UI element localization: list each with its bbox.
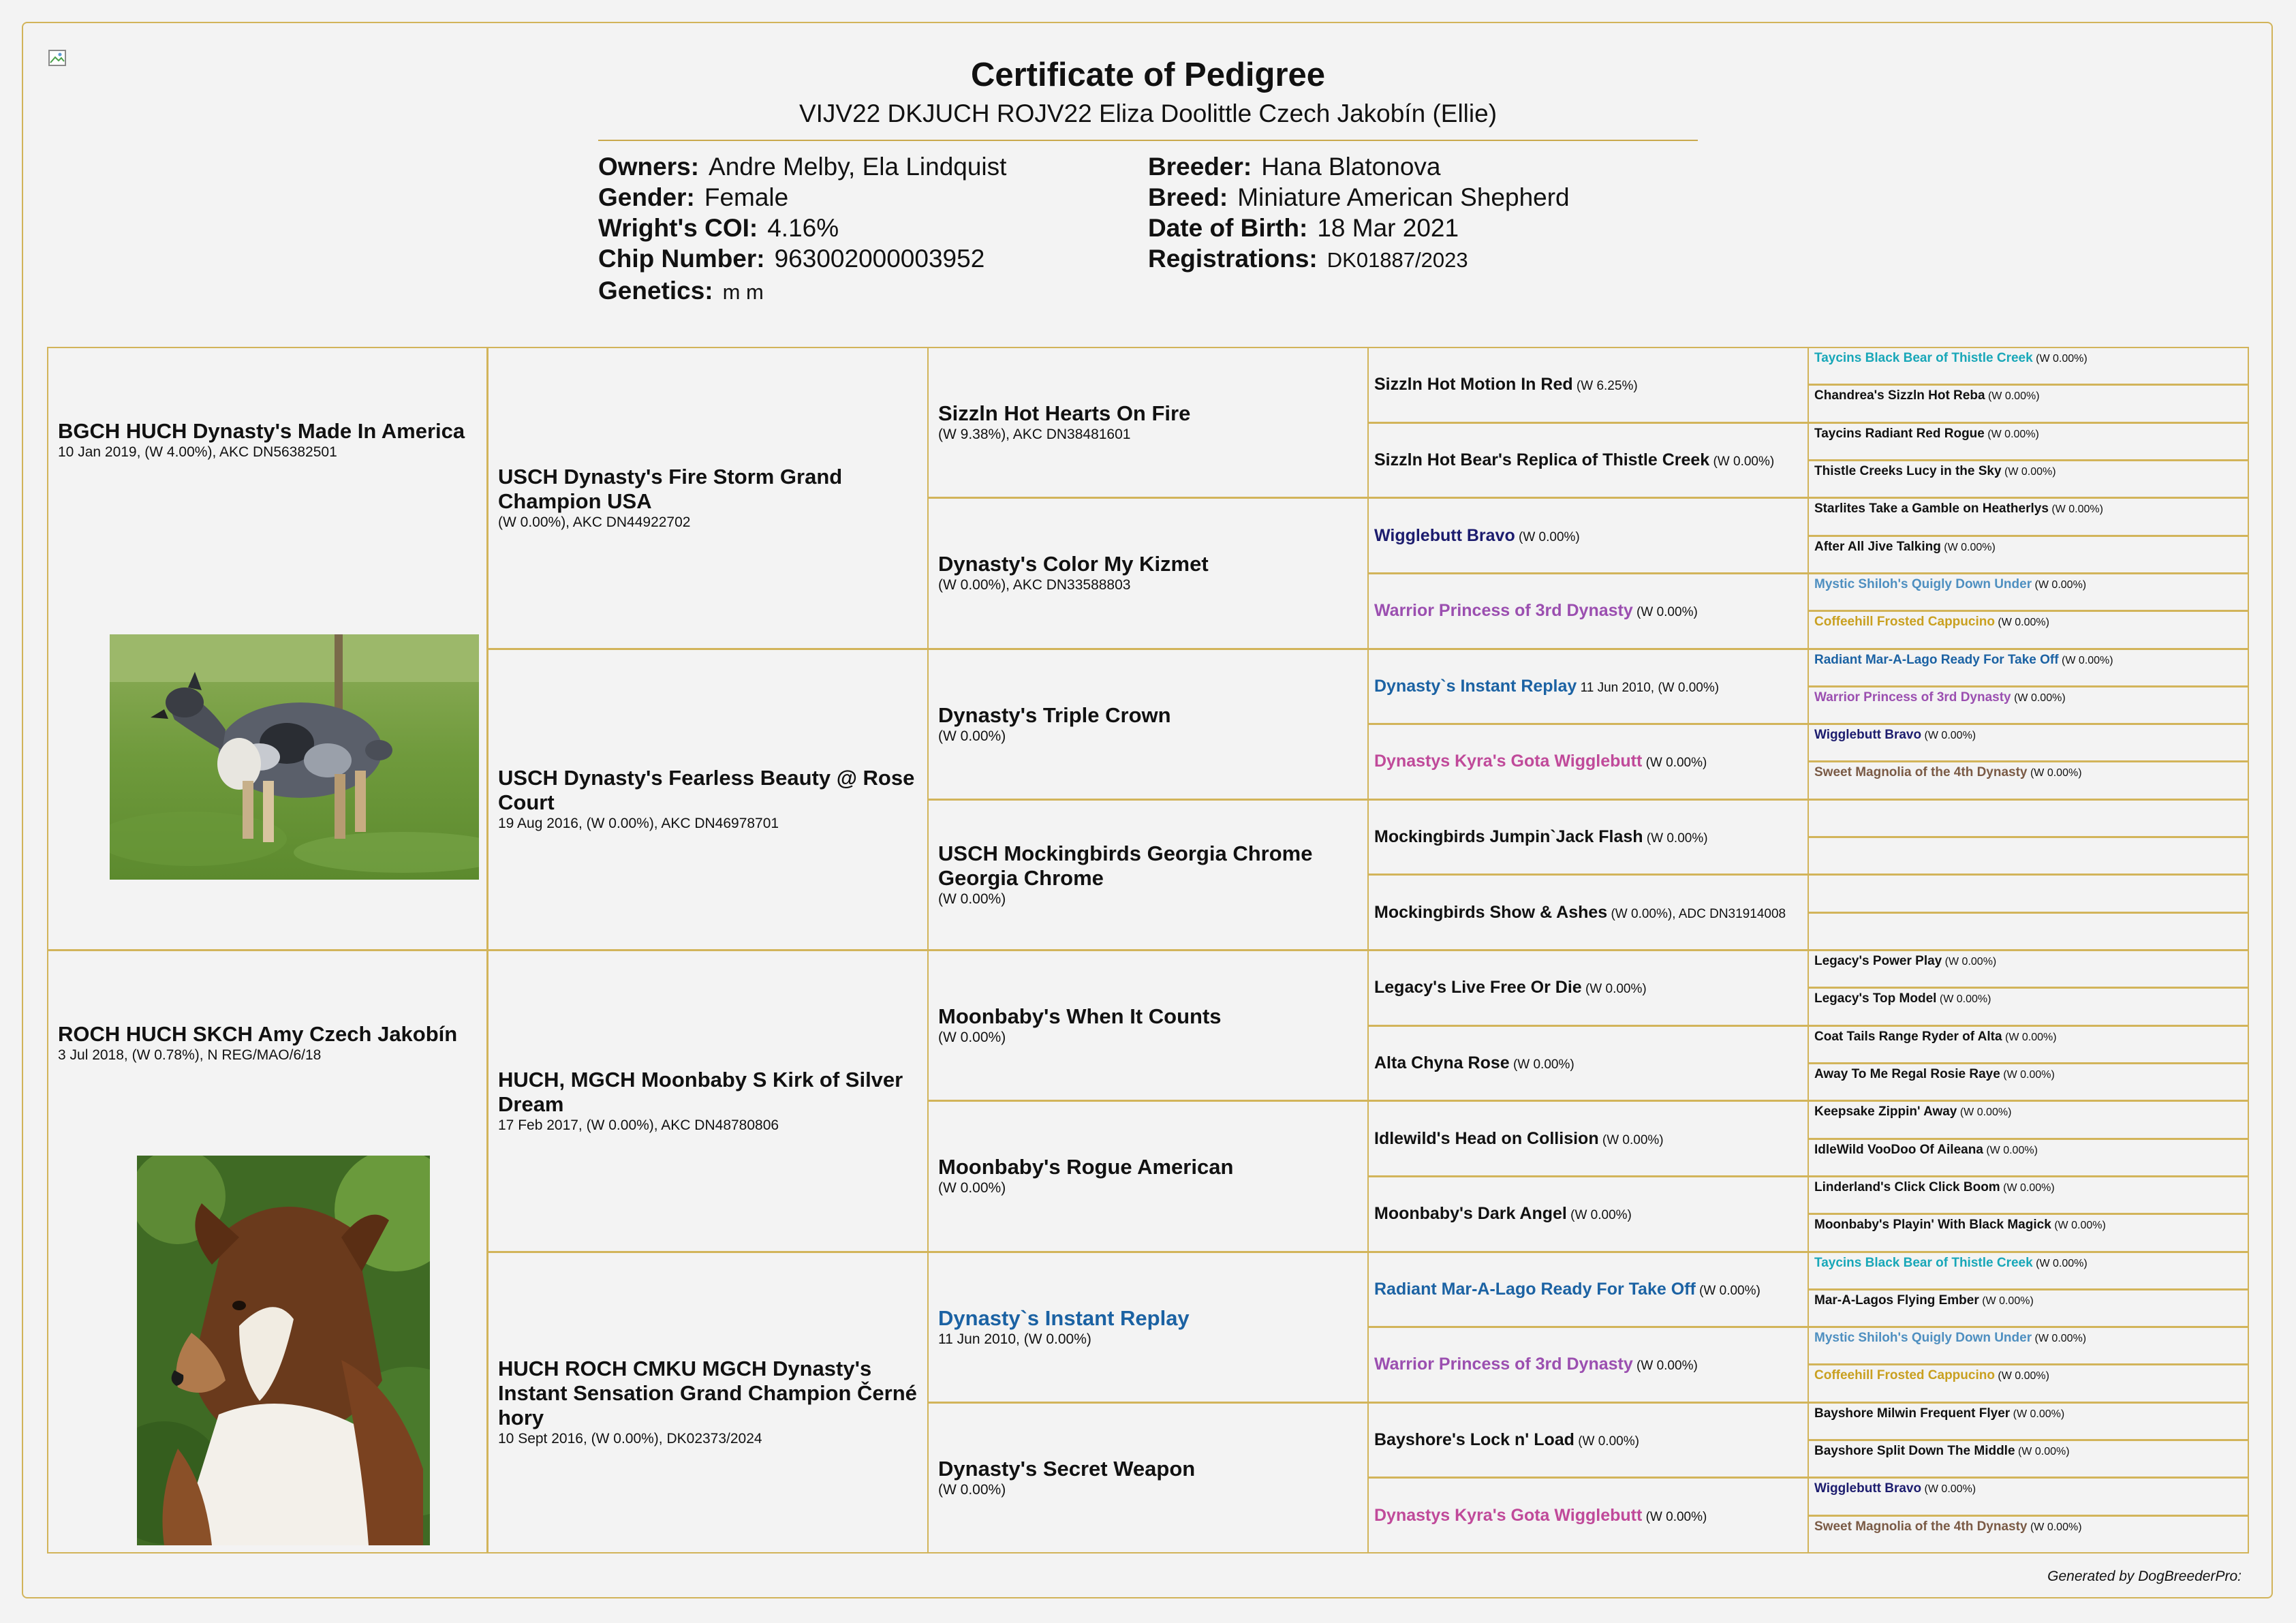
info-value: Female xyxy=(704,183,789,211)
pedigree-entry xyxy=(1374,827,1708,847)
ancestor-name[interactable]: ROCH HUCH SKCH Amy Czech Jakobín xyxy=(58,1022,458,1046)
info-value: 18 Mar 2021 xyxy=(1317,214,1459,242)
info-value: 4.16% xyxy=(767,214,839,242)
pedigree-entry xyxy=(1814,1293,2034,1308)
gen5-cell xyxy=(1808,912,2249,950)
pedigree-entry xyxy=(1814,690,2066,705)
ancestor-name[interactable]: Sizzln Hot Bear's Replica of Thistle Creek xyxy=(1374,450,1710,469)
ancestor-name[interactable]: Dynasty's Color My Kizmet xyxy=(938,552,1209,576)
ancestor-name[interactable]: Legacy's Top Model xyxy=(1814,991,1937,1006)
info-row xyxy=(598,213,1006,243)
ancestor-details: 11 Jun 2010, (W 0.00%) xyxy=(1577,680,1720,695)
gen4-cell xyxy=(1367,874,1809,950)
gen4-cell xyxy=(1367,1477,1809,1554)
pedigree-entry xyxy=(1814,427,2039,442)
info-label: Breed: xyxy=(1148,183,1228,211)
ancestor-name[interactable]: Coat Tails Range Ryder of Alta xyxy=(1814,1029,2002,1044)
gen5-cell xyxy=(1808,1402,2249,1440)
pedigree-entry xyxy=(1814,501,2103,516)
pedigree-entry xyxy=(1374,1430,1639,1450)
info-row xyxy=(598,182,1006,213)
ancestor-name[interactable]: Thistle Creeks Lucy in the Sky xyxy=(1814,463,2002,478)
ancestor-details: (W 0.00%) xyxy=(938,1180,1006,1196)
gen4-cell xyxy=(1367,422,1809,499)
pedigree-entry xyxy=(1814,540,1996,555)
pedigree-entry xyxy=(1814,1481,1976,1496)
ancestor-details: (W 6.25%) xyxy=(1572,379,1638,394)
gen5-cell xyxy=(1808,1440,2249,1478)
ancestor-details: (W 0.00%) xyxy=(1574,1434,1639,1449)
ancestor-details: 11 Jun 2010, (W 0.00%) xyxy=(938,1331,1091,1347)
pedigree-entry xyxy=(1814,954,1996,969)
pedigree-entry xyxy=(1814,1331,2086,1346)
ancestor-name[interactable]: Warrior Princess of 3rd Dynasty xyxy=(1374,1355,1633,1374)
ancestor-details: (W 0.00%) xyxy=(2000,1181,2055,1194)
ancestor-details: (W 0.00%) xyxy=(938,1030,1006,1046)
ancestor-details: (W 0.00%) xyxy=(1515,529,1580,544)
pedigree-entry xyxy=(1814,351,2088,366)
pedigree-entry xyxy=(1374,450,1774,470)
ancestor-name[interactable]: Dynasty`s Instant Replay xyxy=(938,1305,1190,1330)
gen5-cell xyxy=(1808,987,2249,1025)
pedigree-entry xyxy=(1814,653,2113,668)
gen5-cell xyxy=(1808,347,2249,385)
pedigree-entry xyxy=(1814,1406,2064,1421)
pedigree-entry xyxy=(1814,1067,2055,1082)
ancestor-name[interactable]: Coffeehill Frosted Cappucino xyxy=(1814,615,1995,630)
ancestor-name[interactable]: Mystic Shiloh's Quigly Down Under xyxy=(1814,1331,2032,1346)
gen5-cell xyxy=(1808,610,2249,649)
gen4-cell xyxy=(1367,950,1809,1026)
ancestor-name[interactable]: Sizzln Hot Hearts On Fire xyxy=(938,401,1191,426)
info-label: Date of Birth: xyxy=(1148,214,1308,242)
info-row xyxy=(1148,151,1570,182)
gen5-cell xyxy=(1808,1252,2249,1290)
gen5-cell xyxy=(1808,1515,2249,1554)
pedigree-table xyxy=(48,347,2248,1554)
ancestor-details: (W 0.00%), ADC DN31914008 xyxy=(1607,906,1786,921)
ancestor-details: (W 0.00%) xyxy=(1979,1295,2034,1307)
ancestor-details: (W 0.00%) xyxy=(2051,1220,2106,1232)
ancestor-name[interactable]: Dynasty's Secret Weapon xyxy=(938,1456,1196,1481)
gen4-cell xyxy=(1367,1176,1809,1252)
gen4-cell xyxy=(1367,724,1809,800)
gen5-cell xyxy=(1808,1139,2249,1177)
ancestor-name[interactable]: Dynasty's Triple Crown xyxy=(938,702,1171,727)
gen3-cell xyxy=(927,649,1369,800)
gen5-cell xyxy=(1808,497,2249,536)
ancestor-name[interactable]: Chandrea's Sizzln Hot Reba xyxy=(1814,388,1985,403)
ancestor-name[interactable]: Keepsake Zippin' Away xyxy=(1814,1104,1957,1119)
gen2-cell xyxy=(487,347,929,649)
ancestor-details: (W 0.00%) xyxy=(2058,654,2113,666)
ancestor-details: (W 9.38%), AKC DN38481601 xyxy=(938,427,1131,443)
pedigree-entry xyxy=(1374,601,1698,621)
sire-photo xyxy=(110,634,479,880)
pedigree-entry xyxy=(1374,903,1786,923)
pedigree-entry xyxy=(1374,1129,1664,1149)
pedigree-entry xyxy=(1814,1104,2011,1119)
info-value: m m xyxy=(722,280,764,304)
ancestor-name[interactable]: Taycins Black Bear of Thistle Creek xyxy=(1814,1255,2033,1270)
gen5-cell xyxy=(1808,874,2249,912)
ancestor-name[interactable]: Radiant Mar-A-Lago Ready For Take Off xyxy=(1374,1279,1696,1299)
ancestor-details: (W 0.00%) xyxy=(1642,1509,1707,1524)
info-label: Registrations: xyxy=(1148,245,1318,273)
gen4-cell xyxy=(1367,1252,1809,1328)
info-label: Owners: xyxy=(598,153,700,181)
dam-photo xyxy=(137,1156,430,1545)
pedigree-entry xyxy=(1814,765,2082,780)
ancestor-details: (W 0.00%) xyxy=(2032,1257,2088,1269)
ancestor-details: (W 0.00%) xyxy=(1598,1132,1664,1147)
gen5-cell xyxy=(1808,1063,2249,1101)
ancestor-details: (W 0.00%) xyxy=(2001,465,2056,478)
ancestor-name[interactable]: Bayshore Milwin Frequent Flyer xyxy=(1814,1406,2011,1421)
gen4-cell xyxy=(1367,573,1809,649)
ancestor-name[interactable]: Linderland's Click Click Boom xyxy=(1814,1179,2000,1194)
pedigree-entry xyxy=(1814,728,1976,743)
gen4-cell xyxy=(1367,1402,1809,1479)
info-value: DK01887/2023 xyxy=(1327,248,1468,272)
ancestor-details: 17 Feb 2017, (W 0.00%), AKC DN48780806 xyxy=(498,1117,779,1133)
info-value: Andre Melby, Ela Lindquist xyxy=(709,153,1007,181)
ancestor-details: (W 0.00%) xyxy=(1936,993,1991,1006)
ancestor-name[interactable]: Moonbaby's When It Counts xyxy=(938,1004,1222,1029)
info-label: Breeder: xyxy=(1148,153,1252,181)
ancestor-name[interactable]: HUCH, MGCH Moonbaby S Kirk of Silver Dream xyxy=(498,1067,903,1116)
ancestor-details: (W 0.00%) xyxy=(1566,1208,1632,1223)
info-label: Wright's COI: xyxy=(598,214,758,242)
pedigree-entry xyxy=(1814,388,2040,403)
pedigree-entry xyxy=(1814,991,1991,1006)
gen4-cell xyxy=(1367,1100,1809,1177)
gen5-cell xyxy=(1808,536,2249,574)
ancestor-name[interactable]: Dynastys Kyra's Gota Wigglebutt xyxy=(1374,752,1643,771)
gen4-cell xyxy=(1367,1327,1809,1403)
pedigree-entry xyxy=(1814,577,2086,592)
gen5-cell xyxy=(1808,1100,2249,1139)
gen5-cell xyxy=(1808,573,2249,611)
pedigree-entry xyxy=(1814,1256,2088,1271)
gen5-cell xyxy=(1808,686,2249,724)
info-row xyxy=(1148,243,1570,274)
ancestor-name[interactable]: Moonbaby's Playin' With Black Magick xyxy=(1814,1218,2051,1233)
gen2-cell xyxy=(487,950,929,1252)
gen5-cell xyxy=(1808,649,2249,687)
ancestor-details: (W 0.00%) xyxy=(1632,605,1698,620)
pedigree-entry xyxy=(1814,1444,2070,1459)
ancestor-name[interactable]: BGCH HUCH Dynasty's Made In America xyxy=(58,419,465,443)
ancestor-name[interactable]: Sizzln Hot Motion In Red xyxy=(1374,375,1573,395)
ancestor-details: (W 0.00%) xyxy=(1942,956,1997,968)
ancestor-details: (W 0.00%) xyxy=(2015,1446,2070,1458)
info-row xyxy=(598,151,1006,182)
ancestor-name[interactable]: Idlewild's Head on Collision xyxy=(1374,1128,1599,1148)
gen5-cell xyxy=(1808,460,2249,498)
gen5-cell xyxy=(1808,799,2249,837)
gen3-cell xyxy=(927,1100,1369,1252)
ancestor-details: (W 0.00%) xyxy=(938,728,1006,744)
ancestor-name[interactable]: Sweet Magnolia of the 4th Dynasty xyxy=(1814,1519,2028,1534)
ancestor-details: (W 0.00%) xyxy=(2002,1031,2057,1043)
ancestor-details: (W 0.00%) xyxy=(2027,1521,2082,1533)
ancestor-details: (W 0.00%) xyxy=(1709,454,1775,469)
ancestor-details: (W 0.00%) xyxy=(1984,428,2039,440)
gen5-cell xyxy=(1808,1025,2249,1064)
info-value: Hana Blatonova xyxy=(1261,153,1441,181)
pedigree-entry xyxy=(1814,1030,2057,1045)
ancestor-details: (W 0.00%) xyxy=(1632,1359,1698,1374)
ancestor-name[interactable]: Legacy's Power Play xyxy=(1814,954,1942,968)
pedigree-entry xyxy=(1374,1355,1698,1374)
ancestor-details: (W 0.00%) xyxy=(1695,1283,1760,1298)
ancestor-name[interactable]: USCH Dynasty's Fire Storm Grand Champion USA xyxy=(498,464,843,513)
pedigree-entry xyxy=(1814,1519,2082,1534)
ancestor-name[interactable]: Bayshore's Lock n' Load xyxy=(1374,1430,1574,1450)
gen5-cell xyxy=(1808,1364,2249,1402)
ancestor-name[interactable]: Taycins Radiant Red Rogue xyxy=(1814,426,1985,441)
pedigree-entry xyxy=(1814,615,2049,630)
title-divider xyxy=(598,140,1698,141)
ancestor-name[interactable]: USCH Mockingbirds Georgia Chrome Georgia Chrome xyxy=(938,841,1313,890)
ancestor-details: 3 Jul 2018, (W 0.78%), N REG/MAO/6/18 xyxy=(58,1047,322,1063)
info-label: Gender: xyxy=(598,183,695,211)
ancestor-name[interactable]: Alta Chyna Rose xyxy=(1374,1053,1510,1072)
ancestor-details: (W 0.00%) xyxy=(1642,756,1707,771)
ancestor-details: (W 0.00%) xyxy=(2032,353,2088,365)
pedigree-entry xyxy=(1374,1506,1707,1526)
info-label: Genetics: xyxy=(598,277,713,305)
ancestor-name[interactable]: Sweet Magnolia of the 4th Dynasty xyxy=(1814,765,2028,780)
ancestor-details: (W 0.00%) xyxy=(1994,1370,2049,1382)
ancestor-details: (W 0.00%) xyxy=(2032,1333,2087,1345)
ancestor-details: (W 0.00%) xyxy=(1957,1107,2012,1119)
ancestor-details: (W 0.00%) xyxy=(2032,578,2087,591)
ancestor-name[interactable]: Wigglebutt Bravo xyxy=(1374,525,1515,545)
ancestor-details: 10 Jan 2019, (W 4.00%), AKC DN56382501 xyxy=(58,444,337,460)
ancestor-details: (W 0.00%) xyxy=(1509,1057,1574,1072)
ancestor-name[interactable]: Moonbaby's Rogue American xyxy=(938,1155,1234,1179)
info-left-column xyxy=(598,151,1006,306)
ancestor-name[interactable]: Moonbaby's Dark Angel xyxy=(1374,1204,1567,1224)
ancestor-details: (W 0.00%) xyxy=(1921,1483,1976,1496)
ancestor-details: (W 0.00%) xyxy=(2048,504,2103,516)
pedigree-entry xyxy=(1814,1218,2106,1233)
gen4-cell xyxy=(1367,799,1809,876)
info-row xyxy=(598,275,1006,306)
ancestor-name[interactable]: Mar-A-Lagos Flying Ember xyxy=(1814,1293,1979,1308)
gen5-cell xyxy=(1808,1176,2249,1214)
gen3-cell xyxy=(927,799,1369,950)
ancestor-name[interactable]: Wigglebutt Bravo xyxy=(1814,728,1922,743)
ancestor-details: (W 0.00%) xyxy=(1581,982,1647,997)
gen5-cell xyxy=(1808,1289,2249,1327)
gen5-cell xyxy=(1808,422,2249,461)
ancestor-name[interactable]: Mystic Shiloh's Quigly Down Under xyxy=(1814,576,2032,591)
info-row xyxy=(1148,182,1570,213)
gen5-cell xyxy=(1808,384,2249,422)
gen5-cell xyxy=(1808,1214,2249,1252)
ancestor-details: 10 Sept 2016, (W 0.00%), DK02373/2024 xyxy=(498,1431,762,1447)
pedigree-entry xyxy=(1814,464,2056,479)
page-title: Certificate of Pedigree xyxy=(970,57,1326,93)
info-value: Miniature American Shepherd xyxy=(1237,183,1570,211)
ancestor-details: 19 Aug 2016, (W 0.00%), AKC DN46978701 xyxy=(498,816,779,832)
ancestor-name[interactable]: Starlites Take a Gamble on Heatherlys xyxy=(1814,501,2049,516)
gen3-cell xyxy=(927,347,1369,498)
info-label: Chip Number: xyxy=(598,245,765,273)
ancestor-name[interactable]: Coffeehill Frosted Cappucino xyxy=(1814,1368,1995,1383)
gen5-cell xyxy=(1808,837,2249,875)
ancestor-details: (W 0.00%) xyxy=(1985,390,2040,403)
info-right-column xyxy=(1148,151,1570,274)
ancestor-details: (W 0.00%) xyxy=(938,1481,1006,1498)
ancestor-details: (W 0.00%) xyxy=(1921,730,1976,742)
dog-registered-name: VIJV22 DKJUCH ROJV22 Eliza Doolittle Czech Jakobín (Ellie) xyxy=(798,99,1498,127)
gen3-cell xyxy=(927,497,1369,649)
info-row xyxy=(598,243,1006,274)
gen2-cell xyxy=(487,649,929,951)
ancestor-details: (W 0.00%) xyxy=(1983,1144,2038,1156)
pedigree-entry xyxy=(1374,1280,1760,1299)
ancestor-details: (W 0.00%) xyxy=(2010,1408,2065,1420)
ancestor-details: (W 0.00%) xyxy=(1940,541,1996,553)
pedigree-entry xyxy=(1374,978,1647,998)
ancestor-details: (W 0.00%) xyxy=(1643,831,1708,846)
gen5-cell xyxy=(1808,950,2249,988)
pedigree-entry xyxy=(48,419,474,461)
ancestor-name[interactable]: Legacy's Live Free Or Die xyxy=(1374,978,1582,998)
ancestor-name[interactable]: Radiant Mar-A-Lago Ready For Take Off xyxy=(1814,652,2059,667)
info-value: 963002000003952 xyxy=(774,245,985,273)
ancestor-details: (W 0.00%), AKC DN33588803 xyxy=(938,577,1131,593)
ancestor-name[interactable]: Warrior Princess of 3rd Dynasty xyxy=(1814,690,2011,705)
pedigree-entry xyxy=(1814,1180,2055,1195)
pedigree-entry xyxy=(1374,752,1707,771)
ancestor-details: (W 0.00%), AKC DN44922702 xyxy=(498,514,691,530)
ancestor-name[interactable]: USCH Dynasty's Fearless Beauty @ Rose Court xyxy=(498,766,915,815)
pedigree-entry xyxy=(1374,1053,1574,1073)
gen3-cell xyxy=(927,950,1369,1101)
ancestor-name[interactable]: Dynastys Kyra's Gota Wigglebutt xyxy=(1374,1505,1643,1525)
gen5-cell xyxy=(1808,724,2249,762)
gen5-cell xyxy=(1808,761,2249,799)
pedigree-entry xyxy=(1374,677,1719,696)
gen4-cell xyxy=(1367,649,1809,725)
ancestor-details: (W 0.00%) xyxy=(938,891,1006,907)
ancestor-name[interactable]: Taycins Black Bear of Thistle Creek xyxy=(1814,351,2033,365)
ancestor-name[interactable]: Dynasty`s Instant Replay xyxy=(1374,676,1577,696)
ancestor-details: (W 0.00%) xyxy=(2011,692,2066,704)
footer-generated-by: Generated by DogBreederPro: xyxy=(2047,1568,2241,1584)
ancestor-name[interactable]: Warrior Princess of 3rd Dynasty xyxy=(1374,601,1633,621)
pedigree-entry xyxy=(1814,1143,2038,1158)
gen4-cell xyxy=(1367,347,1809,423)
ancestor-name[interactable]: Wigglebutt Bravo xyxy=(1814,1481,1922,1496)
gen2-cell xyxy=(487,1252,929,1554)
pedigree-entry xyxy=(1374,1204,1632,1224)
gen3-cell xyxy=(927,1252,1369,1403)
ancestor-name[interactable]: Bayshore Split Down The Middle xyxy=(1814,1444,2015,1459)
ancestor-name[interactable]: IdleWild VooDoo Of Aileana xyxy=(1814,1142,1983,1157)
ancestor-name[interactable]: Away To Me Regal Rosie Raye xyxy=(1814,1066,2000,1081)
gen5-cell xyxy=(1808,1327,2249,1365)
gen3-cell xyxy=(927,1402,1369,1554)
gen4-cell xyxy=(1367,497,1809,574)
pedigree-entry xyxy=(1374,375,1638,395)
ancestor-name[interactable]: Mockingbirds Jumpin`Jack Flash xyxy=(1374,827,1643,847)
ancestor-details: (W 0.00%) xyxy=(2000,1068,2055,1081)
pedigree-entry xyxy=(48,1022,467,1064)
info-row xyxy=(1148,213,1570,243)
ancestor-details: (W 0.00%) xyxy=(2027,767,2082,779)
ancestor-details: (W 0.00%) xyxy=(1994,617,2049,629)
ancestor-name[interactable]: HUCH ROCH CMKU MGCH Dynasty's Instant Sensation Grand Champion Černé hory xyxy=(498,1357,917,1430)
ancestor-name[interactable]: After All Jive Talking xyxy=(1814,539,1941,554)
pedigree-entry xyxy=(1814,1368,2049,1383)
gen4-cell xyxy=(1367,1025,1809,1102)
pedigree-entry xyxy=(1374,526,1580,546)
gen5-cell xyxy=(1808,1477,2249,1515)
ancestor-name[interactable]: Mockingbirds Show & Ashes xyxy=(1374,902,1608,922)
